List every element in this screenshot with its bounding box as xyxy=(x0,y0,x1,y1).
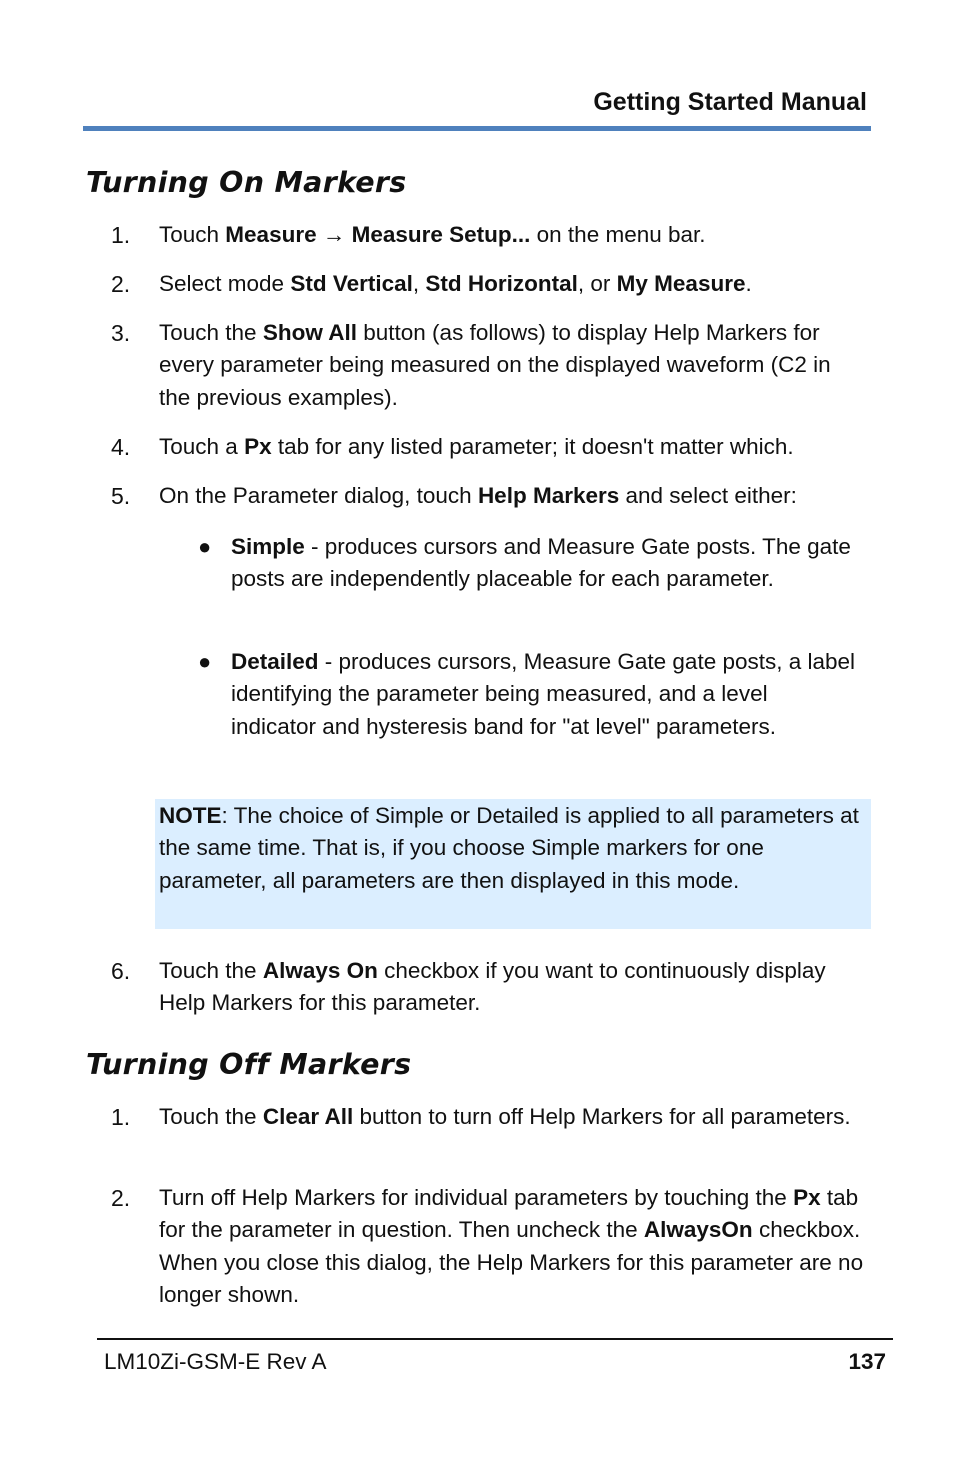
bold-term: Px xyxy=(244,434,272,459)
bullet-dot-icon: ● xyxy=(198,534,212,559)
text-run: Turn off Help Markers for individual parameters by touching the xyxy=(159,1185,794,1210)
bold-term: Show All xyxy=(262,320,357,345)
bold-term: Std Vertical xyxy=(290,271,413,296)
text-run: On the Parameter dialog, touch xyxy=(159,483,478,508)
step-number: 3. xyxy=(111,320,131,346)
text-run: Touch a xyxy=(159,434,245,459)
text-run: : The choice of Simple or Detailed is applied to all parameters at the same time. That is, if you choose Simple markers for one parameter, all parameters are then displayed in this mode. xyxy=(159,803,859,893)
step-text xyxy=(159,1182,864,1311)
text-run: button to turn off Help Markers for all parameters. xyxy=(353,1104,851,1129)
text-run: checkbox if you want to continuously display Help Markers for this parameter. xyxy=(159,958,826,1016)
bold-term: Px xyxy=(793,1185,821,1210)
step-number: 1. xyxy=(111,1104,131,1130)
note-box xyxy=(155,799,871,929)
bullet-text xyxy=(231,646,856,743)
bold-term: Simple xyxy=(231,534,305,559)
text-run: - produces cursors, Measure Gate gate posts, a label identifying the parameter being measured, and a level indicator and hysteresis band for "at level" parameters. xyxy=(231,649,856,739)
bold-term: AlwaysOn xyxy=(643,1217,753,1243)
step-number: 2. xyxy=(111,271,131,297)
bold-term: My Measure xyxy=(616,271,746,296)
step-number: 6. xyxy=(111,958,131,984)
bullet-dot-icon: ● xyxy=(198,649,212,674)
footer-rule xyxy=(97,1338,893,1340)
step-number: 1. xyxy=(111,222,131,248)
text-run: Touch xyxy=(159,222,226,247)
footer-page-number: 137 xyxy=(848,1349,886,1374)
text-run: , or xyxy=(577,271,617,296)
text-run: Touch the xyxy=(159,320,263,345)
bold-term: Clear All xyxy=(262,1104,354,1129)
text-run: Touch the xyxy=(159,1104,263,1129)
step-number: 4. xyxy=(111,434,131,460)
step-number: 2. xyxy=(111,1185,131,1211)
text-run: Touch the xyxy=(159,958,263,983)
step-number: 5. xyxy=(111,483,131,509)
bold-term: NOTE xyxy=(159,803,222,828)
header-rule xyxy=(83,126,871,131)
section-heading-turning-on: Turning On Markers xyxy=(86,166,407,199)
text-run: tab for any listed parameter; it doesn't matter which. xyxy=(271,434,794,459)
bullet-text xyxy=(231,531,856,596)
step-text xyxy=(159,219,864,251)
text-run: . xyxy=(745,271,752,296)
bold-term: Help Markers xyxy=(477,483,620,508)
text-run: button (as follows) to display Help Markers for every parameter being measured on the displayed waveform (C2 in the previous examples). xyxy=(159,320,831,410)
step-text xyxy=(159,480,864,512)
footer-doc-id: LM10Zi-GSM-E Rev A xyxy=(104,1349,327,1374)
text-run: tab for the parameter in question. Then uncheck the xyxy=(159,1185,859,1243)
text-run: Select mode xyxy=(159,271,291,296)
text-run: and select either: xyxy=(619,483,797,508)
step-text xyxy=(159,268,864,300)
text-run: on the menu bar. xyxy=(530,222,706,247)
step-text xyxy=(159,317,864,414)
page-header-title: Getting Started Manual xyxy=(593,88,867,116)
text-run: checkbox. When you close this dialog, the Help Markers for this parameter are no longer shown. xyxy=(159,1217,864,1307)
bold-term: Always On xyxy=(262,958,378,983)
bold-term: Detailed xyxy=(231,649,319,674)
bold-term: Measure → Measure Setup... xyxy=(225,222,531,247)
text-run: , xyxy=(412,271,426,296)
step-text xyxy=(159,955,864,1020)
step-text xyxy=(159,1101,864,1133)
bold-term: Std Horizontal xyxy=(425,271,578,296)
step-text xyxy=(159,431,864,463)
text-run: - produces cursors and Measure Gate posts. The gate posts are independently placeable for each parameter. xyxy=(231,534,851,592)
section-heading-turning-off: Turning Off Markers xyxy=(86,1048,412,1081)
